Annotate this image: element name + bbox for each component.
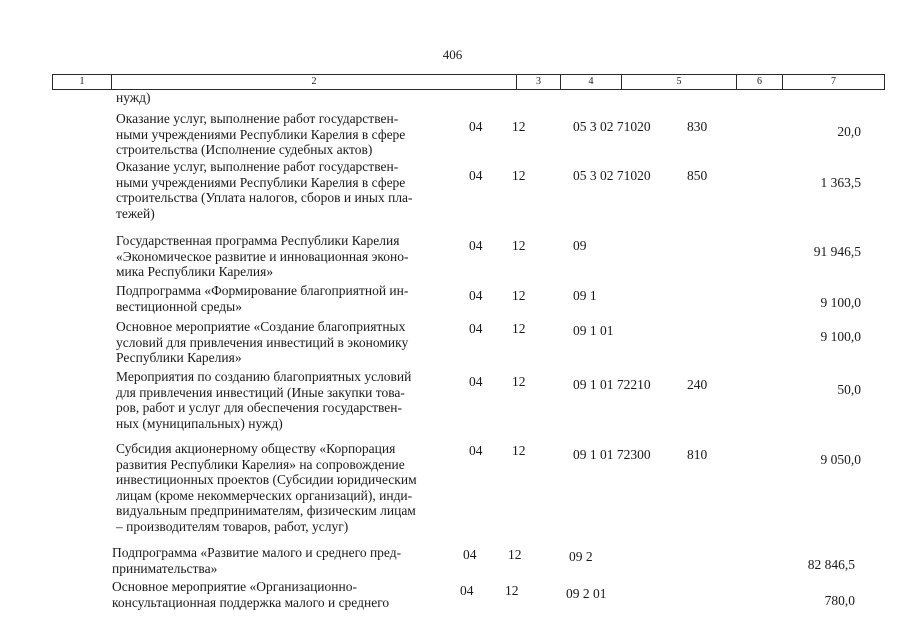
row-section: 04 [469, 288, 483, 303]
row-description [116, 90, 456, 106]
page-number: 406 [442, 47, 463, 62]
description-line: ными учреждениями Республики Карелия в сфере [116, 126, 406, 142]
row-subsection: 12 [505, 583, 519, 598]
row-expense-type: 830 [687, 119, 708, 134]
description-line: Основное мероприятие «Организационно- [112, 579, 357, 594]
row-subsection: 12 [512, 238, 526, 253]
description-line: строительства (Исполнение судебных актов) [116, 142, 373, 157]
row-subsection: 12 [508, 547, 522, 562]
row-section: 04 [469, 321, 483, 336]
row-amount: 9 050,0 [820, 452, 861, 467]
description-line: для привлечения инвестиций (Иные закупки това- [116, 384, 405, 400]
description-line: принимательства» [112, 560, 218, 576]
description-line: Мероприятия по созданию благоприятных условий [116, 369, 412, 384]
row-amount: 91 946,5 [813, 244, 861, 259]
description-line: ных (муниципальных) нужд) [116, 415, 283, 431]
row-amount: 1 363,5 [820, 175, 861, 190]
description-line: лицам (кроме некоммерческих организаций), инди- [116, 487, 413, 503]
row-amount: 9 100,0 [820, 329, 861, 344]
header-col-2: 2 [111, 74, 517, 90]
row-subsection: 12 [512, 288, 526, 303]
row-subsection: 12 [512, 443, 526, 458]
description-line: Оказание услуг, выполнение работ государствен- [116, 159, 399, 174]
row-subsection: 12 [512, 374, 526, 389]
row-target-code: 09 2 [569, 549, 593, 564]
description-line: Республики Карелия» [116, 350, 242, 365]
description-line: консультационная поддержка малого и среднего [112, 594, 390, 610]
row-description [116, 233, 456, 280]
description-line: видуальным предпринимателям, физическим лицам [116, 503, 416, 518]
description-line: развития Республики Карелия» на сопровождение [116, 456, 405, 472]
description-line: ными учреждениями Республики Карелия в сфере [116, 174, 406, 190]
description-line: Основное мероприятие «Создание благоприятных [116, 319, 406, 334]
description-line: нужд) [116, 90, 151, 105]
header-col-3: 3 [516, 74, 561, 90]
row-target-code: 09 2 01 [566, 586, 607, 601]
row-target-code: 09 [573, 238, 587, 253]
row-target-code: 05 3 02 71020 [573, 119, 651, 134]
row-description [116, 283, 456, 314]
header-col-6: 6 [736, 74, 783, 90]
header-col-4: 4 [560, 74, 622, 90]
row-description [112, 545, 452, 576]
row-description [116, 111, 456, 158]
description-line: Подпрограмма «Развитие малого и среднего пред- [112, 545, 402, 560]
table-header [52, 74, 885, 90]
row-amount: 780,0 [824, 593, 855, 608]
description-line: инвестиционных проектов (Субсидии юридическим [116, 472, 417, 487]
row-description [116, 159, 456, 221]
row-subsection: 12 [512, 321, 526, 336]
row-section: 04 [469, 168, 483, 183]
header-col-5: 5 [621, 74, 737, 90]
description-line: ров, работ и услуг для обеспечения государствен- [116, 400, 402, 415]
row-subsection: 12 [512, 168, 526, 183]
description-line: Оказание услуг, выполнение работ государствен- [116, 111, 399, 126]
row-description [116, 441, 456, 534]
row-amount: 9 100,0 [820, 295, 861, 310]
description-line: тежей) [116, 205, 155, 221]
row-expense-type: 240 [687, 377, 708, 392]
description-line: вестиционной среды» [116, 298, 242, 314]
description-line: Подпрограмма «Формирование благоприятной ин- [116, 283, 409, 298]
row-section: 04 [469, 238, 483, 253]
row-target-code: 09 1 [573, 288, 597, 303]
row-section: 04 [469, 374, 483, 389]
description-line: – производителям товаров, работ, услуг) [116, 518, 349, 534]
row-expense-type: 810 [687, 447, 708, 462]
row-expense-type: 850 [687, 168, 708, 183]
row-section: 04 [463, 547, 477, 562]
row-description [112, 579, 452, 610]
row-target-code: 05 3 02 71020 [573, 168, 651, 183]
description-line: условий для привлечения инвестиций в экономику [116, 334, 409, 350]
row-section: 04 [469, 443, 483, 458]
row-target-code: 09 1 01 [573, 323, 614, 338]
row-description [116, 369, 456, 431]
row-section: 04 [469, 119, 483, 134]
row-subsection: 12 [512, 119, 526, 134]
description-line: Субсидия акционерному обществу «Корпорация [116, 441, 396, 456]
description-line: «Экономическое развитие и инновационная эконо- [116, 248, 409, 264]
row-amount: 20,0 [837, 124, 861, 139]
row-target-code: 09 1 01 72300 [573, 447, 651, 462]
description-line: Государственная программа Республики Карелия [116, 233, 400, 248]
row-section: 04 [460, 583, 474, 598]
header-col-7: 7 [782, 74, 885, 90]
row-description [116, 319, 456, 366]
description-line: мика Республики Карелия» [116, 264, 274, 279]
header-col-1: 1 [52, 74, 112, 90]
row-amount: 50,0 [837, 382, 861, 397]
row-amount: 82 846,5 [807, 557, 855, 572]
row-target-code: 09 1 01 72210 [573, 377, 651, 392]
description-line: строительства (Уплата налогов, сборов и иных пла- [116, 190, 413, 205]
